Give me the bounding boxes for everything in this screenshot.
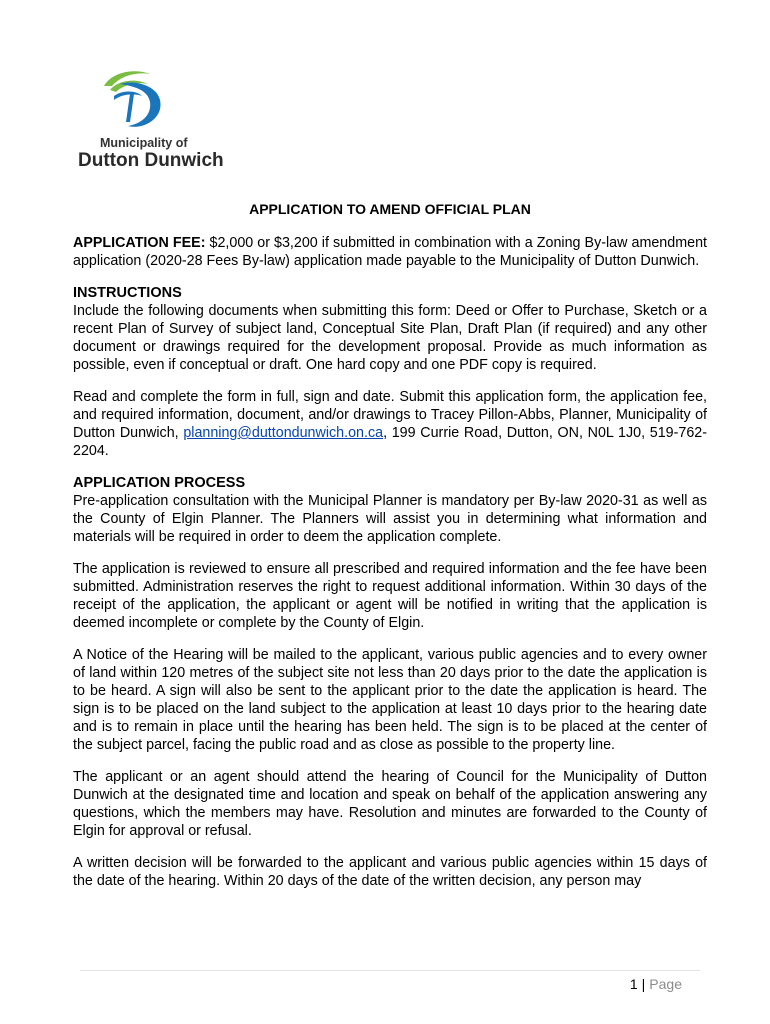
process-paragraph-3: A Notice of the Hearing will be mailed to the applicant, various public agencies and to every owner of land within 120 metres of the subject site not less than 20 days prior to the date the application is to be heard. A sign will also be sent to the applicant prior to the date the application is heard. The sign is to be placed on the land subject to the application at least 10 days prior to the hearing date and is to remain in place until the hearing has been held. The sign is to be placed at the center of the subject parcel, facing the public road and as close as possible to the property line. (73, 647, 707, 753)
logo-dutton-dunwich: Dutton Dunwich (78, 150, 224, 171)
page-title: APPLICATION TO AMEND OFFICIAL PLAN (249, 201, 531, 217)
document-body (73, 200, 707, 904)
instructions-heading: INSTRUCTIONS (73, 285, 182, 301)
process-heading: APPLICATION PROCESS (73, 475, 246, 491)
process-paragraph-1: Pre-application consultation with the Municipal Planner is mandatory per By-law 2020-31 as well as the County of Elgin Planner. The Planners will assist you in determining what information and materials will be required in order to deem the application complete. (73, 493, 707, 545)
instructions-paragraph-2 (73, 388, 707, 460)
instructions-text-before: Read and complete the form in full, sign and date. Submit this application form, the application fee, and required information, document, and/or drawings to Tracey Pillon-Abbs, Planner, Municipality of Dutton Dunwich, (73, 389, 707, 441)
footer-divider (80, 970, 700, 971)
fee-label: APPLICATION FEE: (73, 235, 206, 251)
instructions-paragraph-1: Include the following documents when submitting this form: Deed or Offer to Purchase, Sketch or a recent Plan of Survey of subject land, Conceptual Site Plan, Draft Plan (if required) and any other document or drawings required for the development proposal. Provide as much information as possible, even if conceptual or draft. One hard copy and one PDF copy is required. (73, 303, 707, 373)
process-paragraph-2: The application is reviewed to ensure all prescribed and required information and the fee have been submitted. Administration reserves the right to request additional information. Within 30 days of the receipt of the application, the applicant or agent will be notified in writing that the application is deemed incomplete or complete by the County of Elgin. (73, 561, 707, 631)
email-link[interactable]: planning@duttondunwich.on.ca (183, 425, 384, 441)
logo-municipality-of: Municipality of (100, 136, 188, 150)
page-label: Page (649, 976, 682, 992)
instructions-text-after: , 199 Currie Road, Dutton, ON, N0L 1J0, 519-762-2204. (73, 425, 708, 459)
page-separator: | (641, 976, 646, 992)
dutton-dunwich-logo-icon (100, 66, 170, 136)
page-footer (630, 976, 682, 992)
process-paragraph-5: A written decision will be forwarded to the applicant and various public agencies within 15 days of the date of the hearing. Within 20 days of the date of the written decision, any person may (73, 855, 707, 889)
process-paragraph-4: The applicant or an agent should attend the hearing of Council for the Municipality of Dutton Dunwich at the designated time and location and speak on behalf of the application answering any questions, which the members may have. Resolution and minutes are forwarded to the County of Elgin for approval or refusal. (73, 769, 707, 839)
municipality-logo (78, 66, 228, 176)
fee-paragraph (73, 234, 707, 270)
fee-text: $2,000 or $3,200 if submitted in combination with a Zoning By-law amendment application (2020-28 Fees By-law) application made payable to the Municipality of Dutton Dunwich. (73, 235, 707, 269)
page-number: 1 (629, 976, 638, 992)
